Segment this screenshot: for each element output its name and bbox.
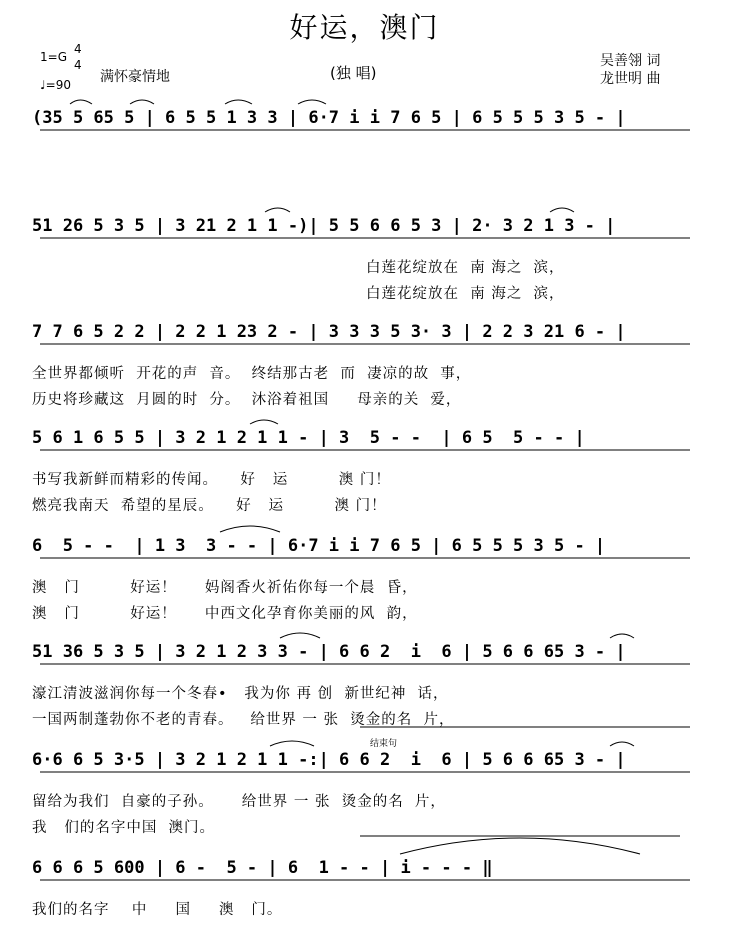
lyric-row-4-verse-1: 书写我新鲜而精彩的传闻。 好 运 澳 门！ [32,472,391,488]
ending-label: 结束句 [370,739,398,749]
key-signature: 1=G [40,50,67,64]
score-row-6: 51 36 5 3 5 | 3 2 1 2 3 3 - | 6 6 2 i 6 | 5 6 6 65 3 - | [32,642,626,662]
score-row-2: 51 26 5 3 5 | 3 21 2 1 1 -)| 5 5 6 6 5 3 | 2· 3 2 1 3 - | [32,216,616,236]
lyricist-credit: 吴善翎 词 [600,53,661,69]
lyric-row-8: 我们的名字 中 国 澳 门。 [32,902,283,918]
lyric-row-7-verse-1: 留给为我们 自豪的子孙。 给世界 一 张 烫金的名 片， [32,794,446,810]
meter-top: 4 [74,42,82,56]
expression-marking: 满怀豪情地 [100,69,170,85]
score-row-3: 7 7 6 5 2 2 | 2 2 1 23 2 - | 3 3 3 5 3· 3 | 2 2 3 21 6 - | [32,322,626,342]
score-row-8: 6 6 6 5 600 | 6 - 5 - | 6 1 - - | i - - - ‖ [32,858,493,878]
score-row-5: 6 5 - - | 1 3 3 - - | 6·7 i i 7 6 5 | 6 5 5 5 3 5 - | [32,536,606,556]
meter-bottom: 4 [74,58,82,72]
composer-credit: 龙世明 曲 [600,71,661,87]
lyric-row-6-verse-1: 濠江清波滋润你每一个冬春• 我为你 再 创 新世纪神 话， [32,686,449,702]
score-row-7: 6·6 6 5 3·5 | 3 2 1 2 1 1 -:| 6 6 2 i 6 | 5 6 6 65 3 - | [32,750,626,770]
lyric-row-4-verse-2: 燃亮我南天 希望的星辰。 好 运 澳 门！ [32,498,387,514]
performance-type: (独 唱) [330,64,377,82]
lyric-row-3-verse-1: 全世界都倾听 开花的声 音。 终结那古老 而 凄凉的故 事， [32,366,472,382]
lyric-row-6-verse-2: 一国两制蓬勃你不老的青春。 给世界 一 张 烫金的名 片， [32,712,455,728]
score-row-4: 5 6 1 6 5 5 | 3 2 1 2 1 1 - | 3 5 - - | 6 5 5 - - | [32,428,585,448]
lyric-row-2-verse-2: 白莲花绽放在 南 海之 滨， [366,286,565,302]
lyric-row-5-verse-1: 澳 门 好运！ 妈阁香火祈佑你每一个晨 昏， [32,580,418,596]
score-row-1: (35 5 65 5 | 6 5 5 1 3 3 | 6·7 i i 7 6 5 | 6 5 5 5 3 5 - | [32,108,626,128]
lyric-row-7-verse-2: 我 们的名字中国 澳门。 [32,820,216,836]
lyric-row-2-verse-1: 白莲花绽放在 南 海之 滨， [366,260,565,276]
lyric-row-5-verse-2: 澳 门 好运！ 中西文化孕育你美丽的风 韵， [32,606,418,622]
tempo-marking: ♩=90 [40,78,71,92]
lyric-row-3-verse-2: 历史将珍藏这 月圆的时 分。 沐浴着祖国 母亲的关 爱， [32,392,462,408]
song-title: 好运，澳门 [289,11,440,44]
